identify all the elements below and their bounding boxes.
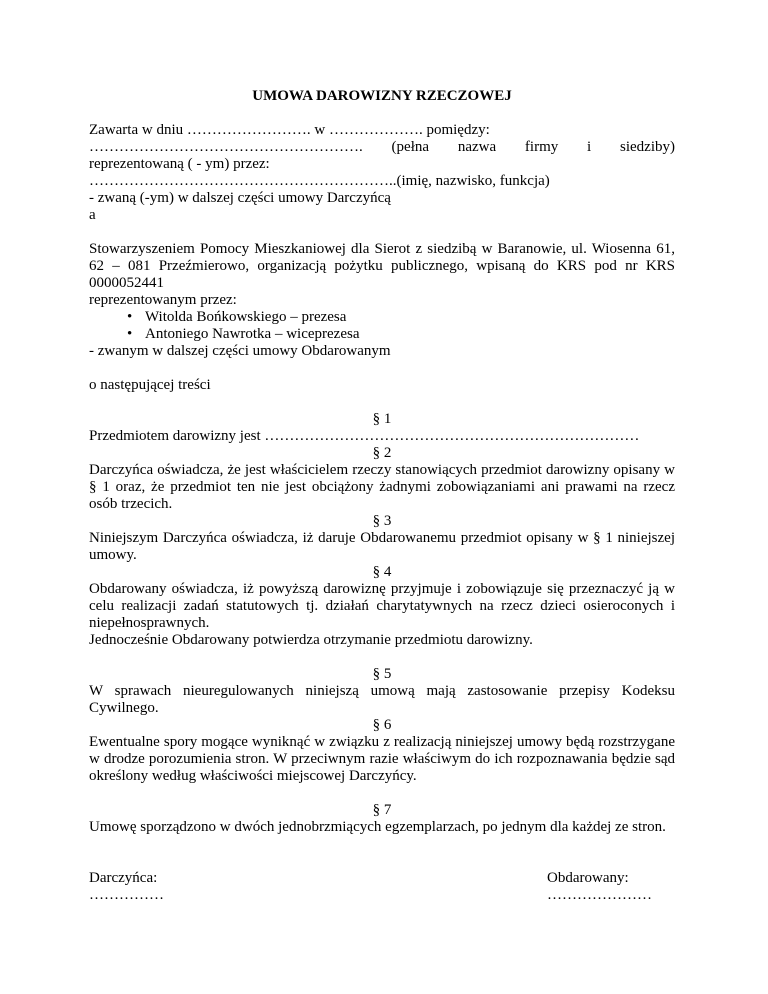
section-mark: § 5 [372,666,392,682]
section-text-2: Jednocześnie Obdarowany potwierdza otrzymanie przedmiotu darowizny. [89,632,533,648]
section-mark: § 4 [372,564,392,580]
donor-signature [89,870,164,904]
intro-donor-line: - zwaną (-ym) w dalszej części umowy Darczyńcą [89,190,391,206]
section-3 [89,513,675,564]
section-mark: § 1 [372,411,392,427]
signatures [89,870,675,904]
recipient-label: Obdarowany: [547,870,629,886]
section-6 [89,717,675,785]
section-text: Umowę sporządzono w dwóch jednobrzmiących egzemplarzach, po jednym dla każdej ze stron. [89,819,666,835]
representative-name: Witolda Bońkowskiego – prezesa [145,309,347,325]
section-2 [89,445,675,513]
section-mark: § 2 [372,445,392,461]
recipient-signature-line: ………………… [547,887,652,903]
party-represented-by: reprezentowanym przez: [89,292,237,308]
section-text: Niniejszym Darczyńca oświadcza, iż daruje Obdarowanemu przedmiot opisany w § 1 niniejszej umowy. [89,530,675,563]
donor-signature-line: …………… [89,887,164,903]
section-text: Przedmiotem darowizny jest ………………………………………………………………… [89,428,640,444]
list-item [127,326,675,343]
intro-and-line: a [89,207,96,223]
intro-block [89,122,675,224]
recipient-signature [547,870,675,904]
section-text: Ewentualne spory mogące wyniknąć w związku z realizacją niniejszej umowy będą rozstrzygane w drodze porozumienia stron. W przeciwnym razie właściwym do ich rozpoznawania będzie sąd określony według właściwości miejscowej Darczyńcy. [89,734,675,784]
party-block [89,241,675,360]
document-page [89,88,675,904]
section-1 [89,411,675,445]
intro-person-line: ……………………………………………………..(imię, nazwisko, funkcja) [89,173,550,189]
section-5 [89,666,675,717]
section-text: Obdarowany oświadcza, iż powyższą darowiznę przyjmuje i zobowiązuje się przeznaczyć ją w celu realizacji zadań statutowych tj. działań charytatywnych na rzecz dzieci osieroconych i niepełnosprawnych. [89,581,675,631]
list-item [127,309,675,326]
section-text: Darczyńca oświadcza, że jest właścicielem rzeczy stanowiących przedmiot darowizny opisany w § 1 oraz, że przedmiot ten nie jest obciążony żadnymi zobowiązaniami ani prawami na rzecz osób trzecich. [89,462,675,512]
section-text: W sprawach nieuregulowanych niniejszą umową mają zastosowanie przepisy Kodeksu Cywilnego. [89,683,675,716]
content-intro: o następującej treści [89,377,211,393]
intro-date-line: Zawarta w dniu ……………………. w ………………. pomiędzy: [89,122,490,138]
representatives-list [89,309,675,343]
intro-company-line [89,139,675,156]
bullet-icon: • [127,309,133,325]
company-dots: ………………………………………………. [89,139,363,155]
section-4 [89,564,675,649]
section-7 [89,802,675,836]
section-mark: § 7 [372,802,392,818]
donor-label: Darczyńca: [89,870,158,886]
company-hint: (pełna nazwa firmy i siedziby) [391,139,675,155]
intro-represented-line: reprezentowaną ( - ym) przez: [89,156,270,172]
section-mark: § 6 [372,717,392,733]
representative-name: Antoniego Nawrotka – wiceprezesa [145,326,360,342]
section-mark: § 3 [372,513,392,529]
party-called: - zwanym w dalszej części umowy Obdarowanym [89,343,391,359]
bullet-icon: • [127,326,133,342]
party-description: Stowarzyszeniem Pomocy Mieszkaniowej dla Sierot z siedzibą w Baranowie, ul. Wiosenna 61, 62 – 081 Przeźmierowo, organizacją pożytku publicznego, wpisaną do KRS pod nr KRS 0000052441 [89,241,675,291]
document-title: UMOWA DAROWIZNY RZECZOWEJ [252,88,512,104]
